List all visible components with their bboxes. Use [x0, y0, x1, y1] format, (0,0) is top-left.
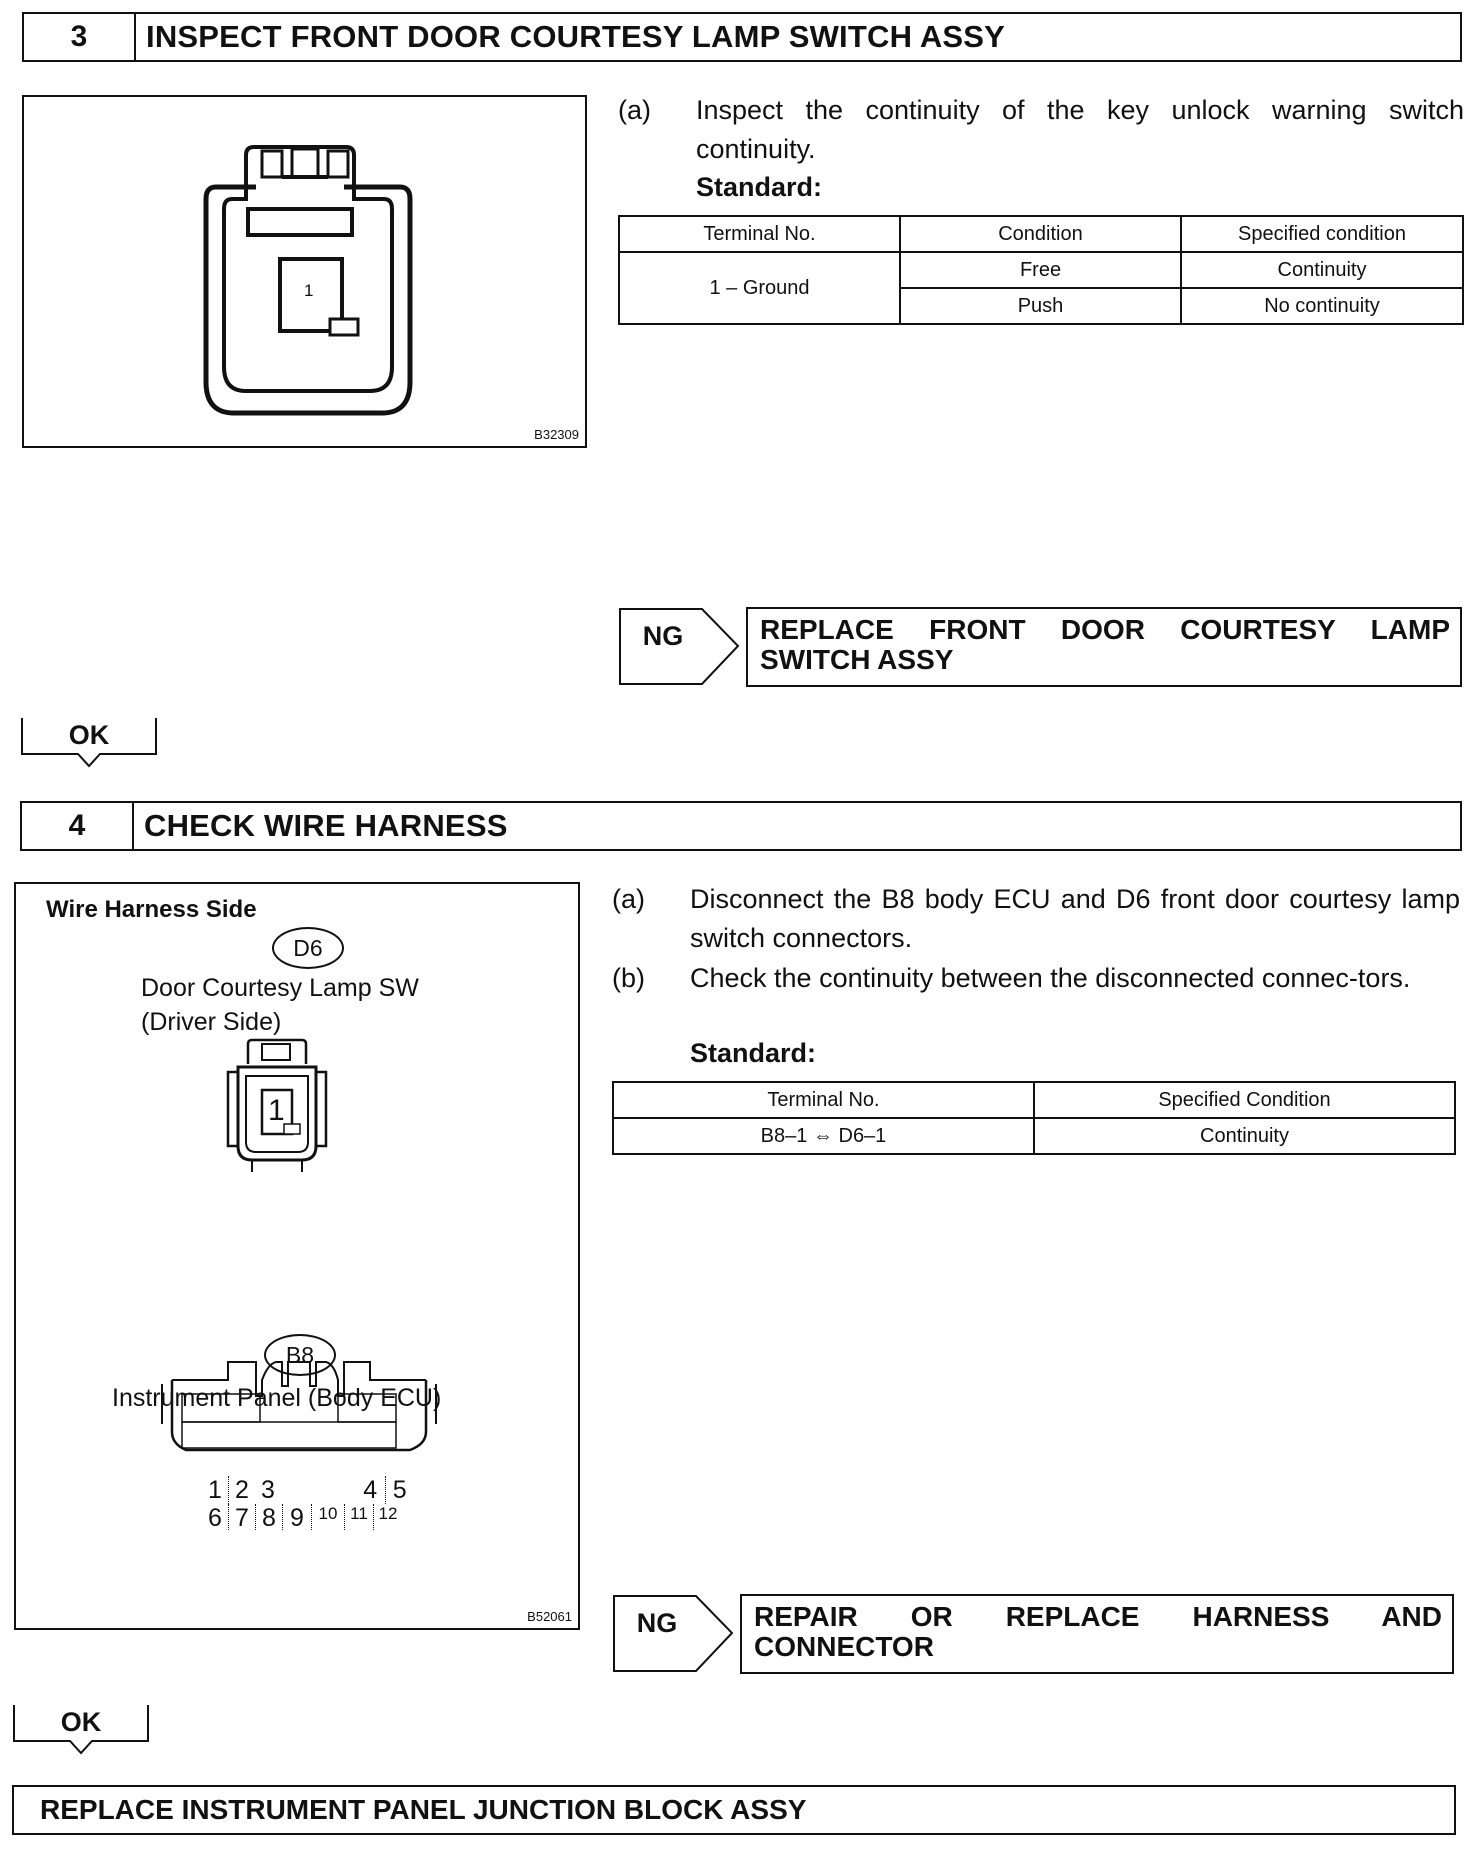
table-row [613, 1118, 1455, 1154]
b8-terminal: 5 [392, 1476, 407, 1504]
table-header-row [613, 1082, 1455, 1118]
step-3-spec-table [618, 215, 1464, 325]
b8-terminal: 10 [312, 1504, 345, 1530]
step-4-figure [14, 882, 580, 1630]
step-4-figure-code: B52061 [527, 1609, 572, 1624]
step-4-ok-tag [12, 1703, 150, 1755]
step-3-ok-tag [20, 716, 158, 768]
cell-terminal: B8–1 ⇔ D6–1 [613, 1118, 1034, 1154]
b8-connector-name: Instrument Panel (Body ECU) [112, 1384, 442, 1412]
step-3-header [22, 12, 1462, 62]
step-4-title: CHECK WIRE HARNESS [144, 808, 508, 843]
b8-terminal: 9 [283, 1504, 312, 1530]
step-3-instruction-a [618, 91, 1464, 171]
b8-terminal: 8 [256, 1504, 283, 1530]
d6-connector-code: D6 [272, 927, 344, 969]
b8-terminal: 3 [261, 1476, 275, 1504]
table-row [619, 252, 1463, 288]
wire-harness-side-label: Wire Harness Side [46, 896, 257, 923]
header-specified-condition: Specified Condition [1034, 1082, 1455, 1118]
b8-bottom-terminals [202, 1504, 416, 1530]
d6-connector-name: Door Courtesy Lamp SW [141, 974, 419, 1002]
step-4-header [20, 801, 1462, 851]
cell-terminal: 1 – Ground [619, 252, 900, 324]
step-3-title: INSPECT FRONT DOOR COURTESY LAMP SWITCH ASSY [146, 19, 1006, 54]
b8-top-left-terminals [202, 1476, 288, 1504]
step-3-ok-label: OK [68, 719, 110, 750]
b8-terminal: 4 [356, 1476, 386, 1504]
step-4-ng-label: NG [636, 1607, 678, 1638]
step-3-instruction-a-text: Inspect the continuity of the key unlock warning switch continuity. [696, 95, 1464, 164]
b8-connector-code: B8 [264, 1334, 336, 1376]
step-4-instruction-a-label: (a) [612, 884, 645, 914]
step-3-figure [22, 95, 587, 448]
b8-terminal: 2 [235, 1476, 249, 1504]
d6-terminal-label: 1 [268, 1094, 285, 1127]
step-4-instruction-b-text: Check the continuity between the disconnected connec-tors. [690, 963, 1411, 993]
step-3-terminal-label: 1 [304, 281, 314, 300]
step-3-number: 3 [24, 14, 136, 60]
step-3-figure-code: B32309 [534, 427, 579, 442]
cell-specified: Continuity [1181, 252, 1463, 288]
step-4-spec-table [612, 1081, 1456, 1155]
header-terminal-no: Terminal No. [613, 1082, 1034, 1118]
b8-terminal: 6 [202, 1504, 229, 1530]
step-4-number: 4 [22, 803, 134, 849]
step-4-ng-tag [612, 1594, 742, 1674]
d6-connector-side: (Driver Side) [141, 1008, 282, 1036]
header-terminal-no: Terminal No. [619, 216, 900, 252]
table-header-row [619, 216, 1463, 252]
step-3-ng-action: REPLACE FRONT DOOR COURTESY LAMP SWITCH ASSY [746, 607, 1462, 687]
step-3-ng-tag [618, 607, 748, 687]
cell-specified: No continuity [1181, 288, 1463, 324]
step-4-ok-label: OK [60, 1706, 102, 1737]
step-4-ng-action: REPAIR OR REPLACE HARNESS AND CONNECTOR [740, 1594, 1454, 1674]
b8-terminal: 12 [378, 1504, 398, 1523]
step-3-ng-label: NG [642, 620, 684, 651]
courtesy-switch-connector-diagram [24, 97, 585, 446]
final-action-box: REPLACE INSTRUMENT PANEL JUNCTION BLOCK ASSY [12, 1785, 1456, 1835]
step-4-standard-label: Standard: [690, 1038, 817, 1068]
step-4-instruction-b [612, 959, 1460, 1039]
b8-terminal: 7 [229, 1504, 256, 1530]
step-4-instruction-a [612, 880, 1460, 960]
header-specified-condition: Specified condition [1181, 216, 1463, 252]
step-3-standard-label: Standard: [696, 172, 823, 202]
step-4-instruction-b-label: (b) [612, 963, 645, 993]
step-4-instruction-a-text: Disconnect the B8 body ECU and D6 front door courtesy lamp switch connectors. [690, 884, 1460, 953]
b8-terminal: 11 [345, 1504, 374, 1530]
step-3-instruction-a-label: (a) [618, 95, 651, 125]
cell-specified: Continuity [1034, 1118, 1455, 1154]
cell-condition: Free [900, 252, 1181, 288]
b8-terminal: 1 [202, 1476, 229, 1504]
cell-condition: Push [900, 288, 1181, 324]
b8-top-right-terminals [356, 1476, 414, 1504]
header-condition: Condition [900, 216, 1181, 252]
